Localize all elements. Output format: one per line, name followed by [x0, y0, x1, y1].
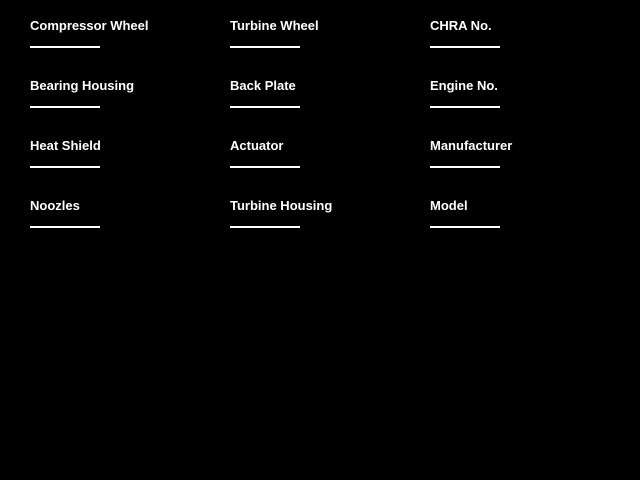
field-label-model: Model — [430, 198, 468, 213]
field-label-back-plate: Back Plate — [230, 78, 296, 93]
field-heat-shield — [30, 139, 230, 199]
field-label-compressor-wheel: Compressor Wheel — [30, 18, 149, 33]
field-label-engine-no: Engine No. — [430, 78, 498, 93]
field-label-actuator: Actuator — [230, 138, 284, 153]
field-label-manufacturer: Manufacturer — [430, 138, 513, 153]
field-input-model[interactable] — [430, 226, 500, 228]
field-label-heat-shield: Heat Shield — [30, 138, 101, 153]
field-input-engine-no[interactable] — [430, 106, 500, 108]
field-engine-no — [430, 79, 630, 139]
field-input-heat-shield[interactable] — [30, 166, 100, 168]
field-label-turbine-housing: Turbine Housing — [230, 198, 333, 213]
field-bearing-housing — [30, 79, 230, 139]
field-input-compressor-wheel[interactable] — [30, 46, 100, 48]
field-input-noozles[interactable] — [30, 226, 100, 228]
field-input-turbine-housing[interactable] — [230, 226, 300, 228]
form-column-2 — [230, 19, 430, 259]
field-label-bearing-housing: Bearing Housing — [30, 78, 135, 93]
field-input-back-plate[interactable] — [230, 106, 300, 108]
field-model — [430, 199, 630, 259]
field-compressor-wheel — [30, 19, 230, 79]
field-input-turbine-wheel[interactable] — [230, 46, 300, 48]
field-input-chra-no[interactable] — [430, 46, 500, 48]
field-input-actuator[interactable] — [230, 166, 300, 168]
field-turbine-wheel — [230, 19, 430, 79]
field-actuator — [230, 139, 430, 199]
field-manufacturer — [430, 139, 630, 199]
field-label-turbine-wheel: Turbine Wheel — [230, 18, 319, 33]
field-input-bearing-housing[interactable] — [30, 106, 100, 108]
parts-form — [30, 19, 630, 259]
form-column-3 — [430, 19, 630, 259]
form-column-1 — [30, 19, 230, 259]
field-chra-no — [430, 19, 630, 79]
field-input-manufacturer[interactable] — [430, 166, 500, 168]
field-noozles — [30, 199, 230, 259]
field-back-plate — [230, 79, 430, 139]
field-label-chra-no: CHRA No. — [430, 18, 492, 33]
field-label-noozles: Noozles — [30, 198, 80, 213]
field-turbine-housing — [230, 199, 430, 259]
